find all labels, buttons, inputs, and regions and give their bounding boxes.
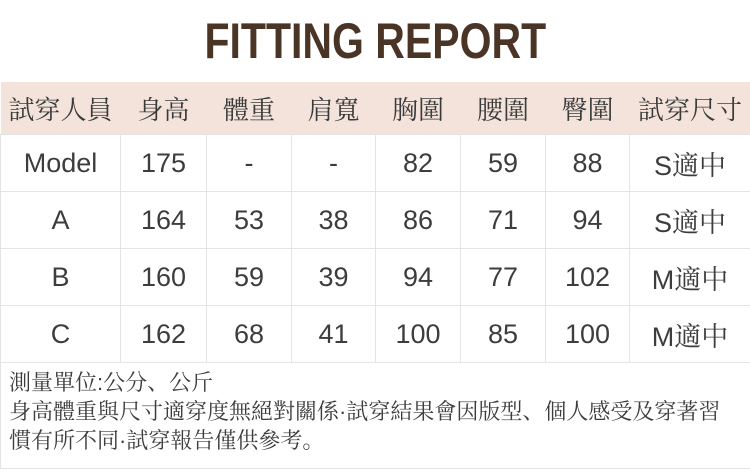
footer-note-line: 身高體重與尺寸適穿度無絕對關係·試穿結果會因版型、個人感受及穿著習 [9, 399, 721, 424]
measurement-cell: 94 [546, 192, 630, 249]
footer-note [1, 363, 750, 469]
footer-row [1, 363, 750, 469]
footer-note-line: 慣有所不同·試穿報告僅供參考。 [9, 428, 325, 453]
measurement-cell: 100 [376, 306, 461, 363]
measurement-cell: 102 [546, 249, 630, 306]
measurement-cell: 53 [207, 192, 292, 249]
measurement-cell: 39 [292, 249, 376, 306]
column-header: 肩寬 [292, 82, 376, 135]
measurement-cell: S適中 [630, 135, 750, 192]
measurement-cell: 88 [546, 135, 630, 192]
measurement-cell: S適中 [630, 192, 750, 249]
measurement-cell: - [207, 135, 292, 192]
measurement-cell: 175 [121, 135, 207, 192]
column-header: 試穿尺寸 [630, 82, 750, 135]
row-label-cell: C [1, 306, 121, 363]
measurement-cell: M適中 [630, 306, 750, 363]
page-title: FITTING REPORT [204, 13, 546, 69]
column-header: 臀圍 [546, 82, 630, 135]
table-row [1, 192, 750, 249]
column-header: 試穿人員 [1, 82, 121, 135]
column-header: 身高 [121, 82, 207, 135]
fitting-table [0, 82, 750, 469]
column-header: 胸圍 [376, 82, 461, 135]
row-label-cell: A [1, 192, 121, 249]
measurement-cell: 68 [207, 306, 292, 363]
measurement-cell: 38 [292, 192, 376, 249]
measurement-cell: 77 [461, 249, 546, 306]
measurement-cell: 41 [292, 306, 376, 363]
measurement-cell: 94 [376, 249, 461, 306]
measurement-cell: 59 [207, 249, 292, 306]
table-body [1, 135, 750, 363]
table-row [1, 135, 750, 192]
row-label-cell: Model [1, 135, 121, 192]
table-row [1, 249, 750, 306]
title-bar [0, 0, 750, 82]
column-header: 腰圍 [461, 82, 546, 135]
measurement-cell: - [292, 135, 376, 192]
measurement-cell: 82 [376, 135, 461, 192]
measurement-cell: 100 [546, 306, 630, 363]
column-header: 體重 [207, 82, 292, 135]
measurement-cell: 164 [121, 192, 207, 249]
measurement-cell: 86 [376, 192, 461, 249]
measurement-cell: 71 [461, 192, 546, 249]
measurement-cell: 162 [121, 306, 207, 363]
header-row [1, 82, 750, 135]
table-row [1, 306, 750, 363]
measurement-cell: 160 [121, 249, 207, 306]
measurement-cell: M適中 [630, 249, 750, 306]
footer-note-line: 測量單位:公分、公斤 [9, 370, 214, 395]
measurement-cell: 59 [461, 135, 546, 192]
row-label-cell: B [1, 249, 121, 306]
measurement-cell: 85 [461, 306, 546, 363]
